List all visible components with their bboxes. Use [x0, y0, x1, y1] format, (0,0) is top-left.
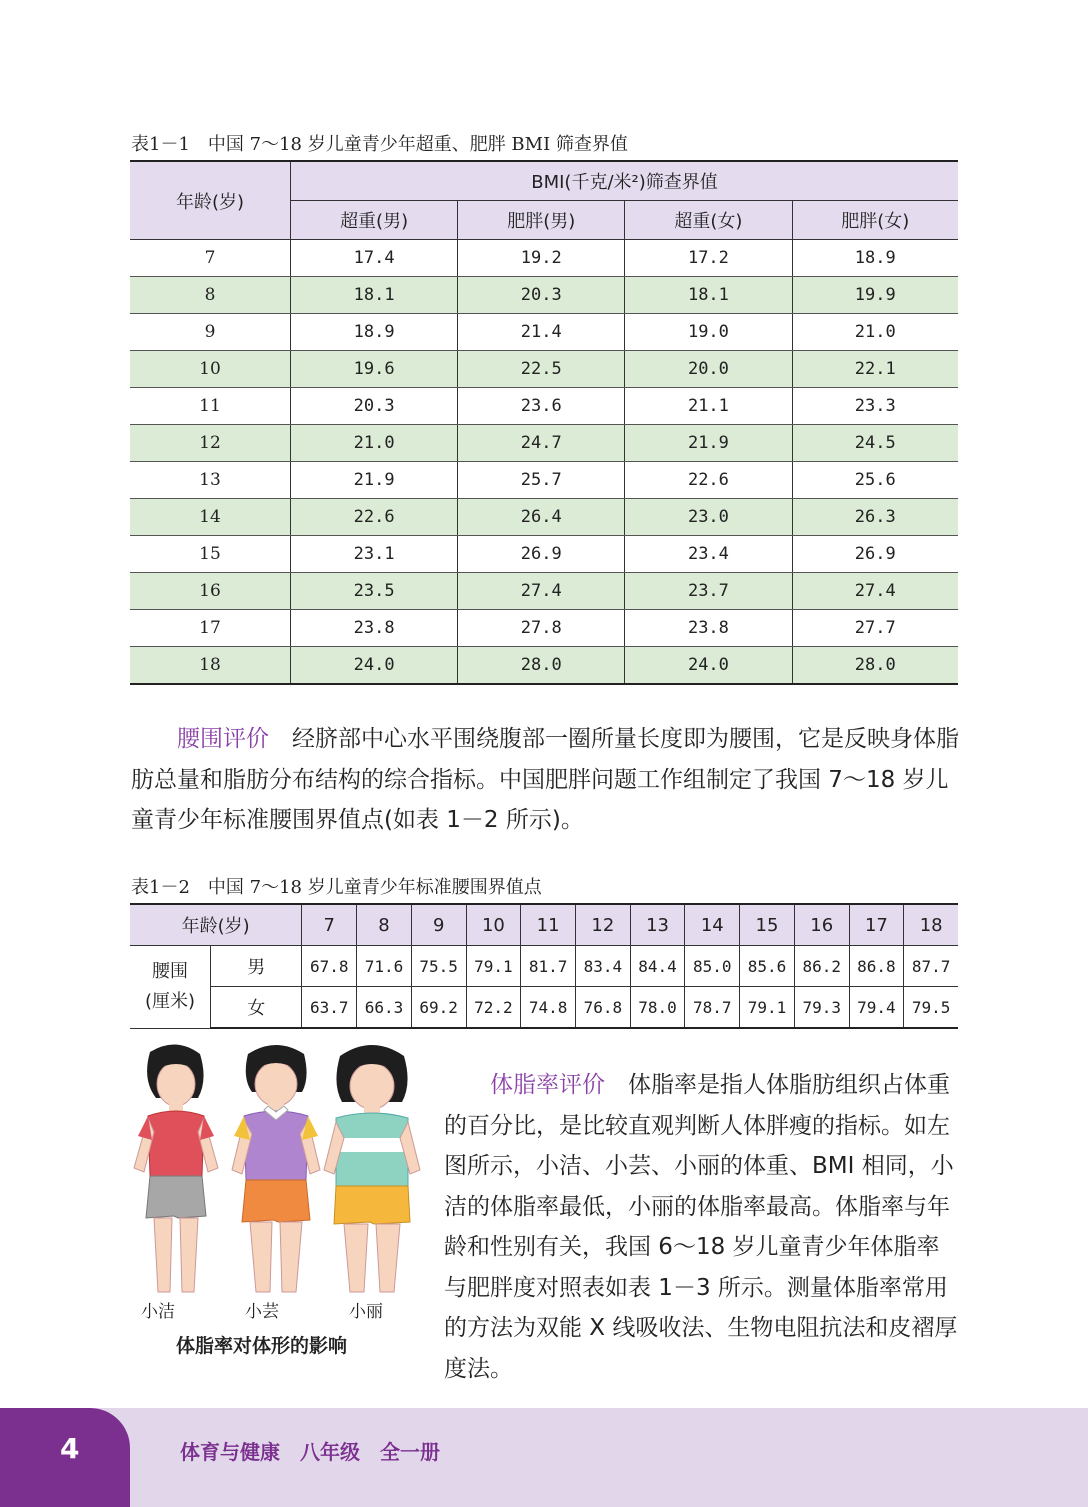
bmi-cell: 21.0	[792, 314, 958, 351]
age-cell: 12	[130, 425, 291, 462]
book-title: 体育与健康 八年级 全一册	[180, 1440, 440, 1464]
bmi-cell: 23.8	[625, 610, 792, 647]
table-row	[130, 647, 958, 685]
bmi-cell: 18.1	[291, 277, 458, 314]
bmi-cell: 27.7	[792, 610, 958, 647]
age-column-header: 9	[411, 904, 466, 946]
age-column-header: 13	[630, 904, 685, 946]
age-column-header: 11	[521, 904, 576, 946]
bmi-cell: 26.9	[792, 536, 958, 573]
bmi-cell: 28.0	[458, 647, 625, 685]
waist-row-label-line1: 腰围	[152, 960, 188, 982]
bmi-cell: 19.6	[291, 351, 458, 388]
waist-row-label	[130, 946, 211, 1029]
female-waist-cell: 74.8	[521, 987, 576, 1029]
table1-caption: 表1－1 中国 7～18 岁儿童青少年超重、肥胖 BMI 筛查界值	[131, 134, 628, 155]
waist-paragraph	[131, 719, 961, 841]
bmi-cell: 20.3	[458, 277, 625, 314]
bmi-cell: 21.0	[291, 425, 458, 462]
bmi-cell: 22.6	[625, 462, 792, 499]
bmi-column-header: 超重(男)	[291, 201, 458, 240]
bmi-cell: 18.1	[625, 277, 792, 314]
age-cell: 10	[130, 351, 291, 388]
female-waist-cell: 66.3	[357, 987, 412, 1029]
age-column-header: 14	[685, 904, 740, 946]
age-header: 年龄(岁)	[130, 161, 291, 240]
body-fat-text: 体脂率是指人体脂肪组织占体重的百分比，是比较直观判断人体胖瘦的指标。如左图所示，小洁、小芸、小丽的体重、BMI 相同，小洁的体脂率最低，小丽的体脂率最高。体脂率与年龄和性别有关，我国 6～18 岁儿童青少年体脂率与肥胖度对照表如表 1－3 所示。测量体脂率常用的方法为双能 X 线吸收法、生物电阻抗法和皮褶厚度法。	[444, 1072, 958, 1382]
bmi-cell: 26.9	[458, 536, 625, 573]
waist-text: 经脐部中心水平围绕腹部一圈所量长度即为腰围，它是反映身体脂肪总量和脂肪分布结构的综合指标。中国肥胖问题工作组制定了我国 7～18 岁儿童青少年标准腰围界值点(如表 1－2 所示)。	[131, 726, 959, 833]
female-waist-cell: 78.7	[685, 987, 740, 1029]
bmi-cell: 21.9	[291, 462, 458, 499]
kid-label-xiaojie: 小洁	[141, 1302, 175, 1322]
male-waist-cell: 86.8	[849, 946, 904, 987]
male-waist-cell: 83.4	[575, 946, 630, 987]
bmi-cell: 23.1	[291, 536, 458, 573]
bmi-cell: 27.4	[458, 573, 625, 610]
male-waist-cell: 67.8	[302, 946, 357, 987]
age-column-header: 17	[849, 904, 904, 946]
male-waist-cell: 75.5	[411, 946, 466, 987]
figure-caption: 体脂率对体形的影响	[176, 1335, 348, 1357]
bmi-cell: 18.9	[291, 314, 458, 351]
table2-caption: 表1－2 中国 7～18 岁儿童青少年标准腰围界值点	[131, 877, 542, 898]
bmi-cell: 28.0	[792, 647, 958, 685]
age-column-header: 7	[302, 904, 357, 946]
age-column-header: 12	[575, 904, 630, 946]
age-cell: 17	[130, 610, 291, 647]
age-cell: 16	[130, 573, 291, 610]
age-cell: 15	[130, 536, 291, 573]
bmi-cell: 20.3	[291, 388, 458, 425]
bmi-cell: 21.4	[458, 314, 625, 351]
bmi-cell: 23.3	[792, 388, 958, 425]
bmi-cell: 22.5	[458, 351, 625, 388]
kid-label-xiaoyun: 小芸	[245, 1302, 279, 1322]
body-shape-illustration	[128, 1040, 428, 1300]
age-column-header: 15	[740, 904, 795, 946]
male-label: 男	[211, 946, 302, 987]
table-row	[130, 610, 958, 647]
bmi-cell: 22.6	[291, 499, 458, 536]
age-cell: 18	[130, 647, 291, 685]
female-waist-cell: 79.3	[794, 987, 849, 1029]
age-column-header: 16	[794, 904, 849, 946]
female-waist-cell: 72.2	[466, 987, 521, 1029]
table-row	[130, 314, 958, 351]
male-waist-cell: 85.0	[685, 946, 740, 987]
male-waist-cell: 87.7	[904, 946, 958, 987]
bmi-column-header: 超重(女)	[625, 201, 792, 240]
bmi-cell: 17.4	[291, 240, 458, 277]
bmi-header: BMI(千克/米²)筛查界值	[291, 161, 959, 201]
waist-heading: 腰围评价	[177, 726, 269, 752]
age-cell: 14	[130, 499, 291, 536]
page-number: 4	[60, 1432, 80, 1465]
bmi-cell: 24.0	[625, 647, 792, 685]
male-waist-cell: 85.6	[740, 946, 795, 987]
table-row	[130, 388, 958, 425]
bmi-cell: 23.5	[291, 573, 458, 610]
male-waist-cell: 71.6	[357, 946, 412, 987]
bmi-cell: 18.9	[792, 240, 958, 277]
bmi-cell: 23.0	[625, 499, 792, 536]
bmi-cell: 21.1	[625, 388, 792, 425]
waist-row-label-line2: (厘米)	[144, 990, 196, 1012]
age-column-header: 18	[904, 904, 958, 946]
bmi-cell: 23.8	[291, 610, 458, 647]
bmi-column-header: 肥胖(男)	[458, 201, 625, 240]
bmi-cell: 22.1	[792, 351, 958, 388]
bmi-cell: 27.4	[792, 573, 958, 610]
bmi-cell: 19.2	[458, 240, 625, 277]
female-label: 女	[211, 987, 302, 1029]
age-header: 年龄(岁)	[130, 904, 302, 946]
male-waist-cell: 86.2	[794, 946, 849, 987]
bmi-cell: 25.7	[458, 462, 625, 499]
table-row	[130, 277, 958, 314]
kid-xiaojie-figure	[134, 1044, 218, 1292]
table-row	[130, 573, 958, 610]
age-cell: 8	[130, 277, 291, 314]
bmi-cell: 27.8	[458, 610, 625, 647]
bmi-cell: 26.3	[792, 499, 958, 536]
male-waist-cell: 84.4	[630, 946, 685, 987]
female-waist-cell: 79.4	[849, 987, 904, 1029]
bmi-cell: 25.6	[792, 462, 958, 499]
table-row	[130, 351, 958, 388]
female-waist-cell: 79.1	[740, 987, 795, 1029]
kid-label-xiaoli: 小丽	[349, 1302, 383, 1322]
female-waist-cell: 63.7	[302, 987, 357, 1029]
bmi-cell: 26.4	[458, 499, 625, 536]
age-cell: 13	[130, 462, 291, 499]
age-column-header: 8	[357, 904, 412, 946]
bmi-cell: 19.0	[625, 314, 792, 351]
bmi-cell: 19.9	[792, 277, 958, 314]
table-row	[130, 499, 958, 536]
bmi-cell: 24.0	[291, 647, 458, 685]
bmi-cell: 23.4	[625, 536, 792, 573]
bmi-cell: 20.0	[625, 351, 792, 388]
table-row	[130, 240, 958, 277]
age-cell: 7	[130, 240, 291, 277]
bmi-cell: 17.2	[625, 240, 792, 277]
female-waist-cell: 79.5	[904, 987, 958, 1029]
body-fat-heading: 体脂率评价	[490, 1072, 605, 1098]
female-waist-cell: 78.0	[630, 987, 685, 1029]
female-waist-cell: 69.2	[411, 987, 466, 1029]
waist-table	[130, 903, 958, 1029]
bmi-cell: 23.6	[458, 388, 625, 425]
kid-xiaoyun-figure	[232, 1045, 320, 1292]
bmi-cell: 23.7	[625, 573, 792, 610]
body-fat-paragraph	[444, 1065, 962, 1389]
kid-xiaoli-figure	[324, 1045, 420, 1292]
bmi-table	[130, 160, 958, 685]
male-waist-cell: 79.1	[466, 946, 521, 987]
table-row	[130, 425, 958, 462]
female-waist-cell: 76.8	[575, 987, 630, 1029]
bmi-column-header: 肥胖(女)	[792, 201, 958, 240]
age-column-header: 10	[466, 904, 521, 946]
table-row	[130, 536, 958, 573]
table-row	[130, 462, 958, 499]
bmi-cell: 24.7	[458, 425, 625, 462]
bmi-cell: 24.5	[792, 425, 958, 462]
age-cell: 9	[130, 314, 291, 351]
age-cell: 11	[130, 388, 291, 425]
footer-bar	[0, 1408, 1088, 1507]
male-waist-cell: 81.7	[521, 946, 576, 987]
bmi-cell: 21.9	[625, 425, 792, 462]
